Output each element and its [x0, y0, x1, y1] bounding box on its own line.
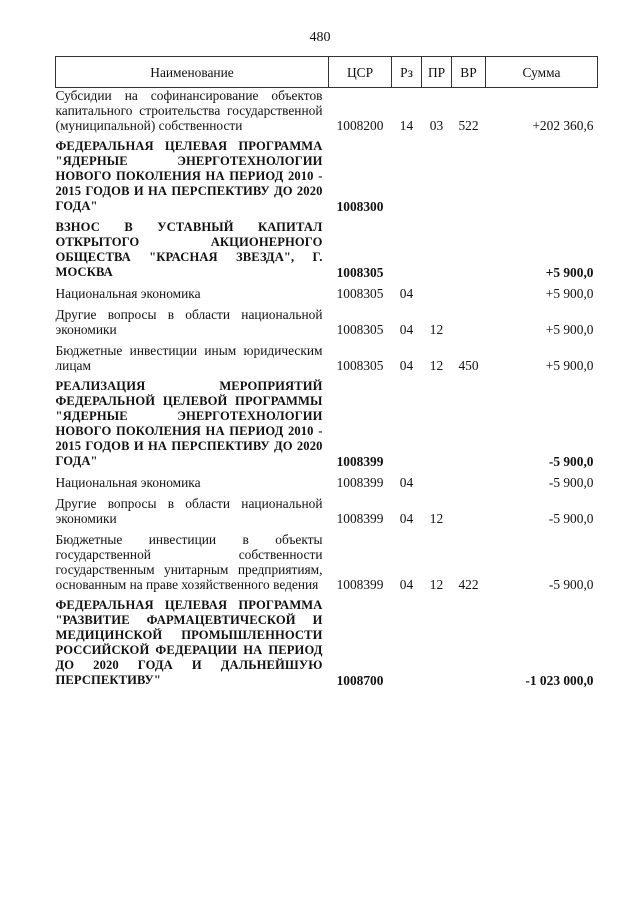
- row-csr: 1008305: [336, 358, 384, 373]
- row-csr: 1008305: [336, 322, 384, 337]
- row-csr: 1008305: [336, 265, 384, 280]
- row-csr: 1008399: [336, 475, 384, 490]
- row-sum: -5 900,0: [548, 511, 594, 526]
- row-pr: 03: [429, 118, 444, 133]
- header-vr: ВР: [452, 57, 486, 88]
- row-name: ФЕДЕРАЛЬНАЯ ЦЕЛЕВАЯ ПРОГРАММА "ЯДЕРНЫЕ ЭНЕРГОТЕХНОЛОГИИ НОВОГО ПОКОЛЕНИЯ НА ПЕРИОД 2010 - 2015 ГОДОВ И НА ПЕРСПЕКТИВУ ДО 2020 ГОДА": [55, 139, 323, 213]
- row-sum: +5 900,0: [545, 322, 594, 337]
- row-csr: 1008399: [336, 454, 384, 469]
- row-rz: 04: [399, 577, 414, 592]
- row-name: Субсидии на софинансирование объектов капитального строительства государственной (муниципальной) собственности: [55, 88, 323, 133]
- header-rz: Рз: [392, 57, 422, 88]
- row-vr: 450: [458, 358, 479, 373]
- row-pr: 12: [429, 511, 444, 526]
- row-vr: [452, 133, 486, 214]
- row-name: РЕАЛИЗАЦИЯ МЕРОПРИЯТИЙ ФЕДЕРАЛЬНОЙ ЦЕЛЕВОЙ ПРОГРАММЫ "ЯДЕРНЫЕ ЭНЕРГОТЕХНОЛОГИИ НОВОГО ПОКОЛЕНИЯ НА ПЕРИОД 2010 - 2015 ГОДОВ И НА ПЕРСПЕКТИВУ ДО 2020 ГОДА": [55, 379, 323, 468]
- row-name: Бюджетные инвестиции иным юридическим лицам: [55, 343, 323, 373]
- table-row: [56, 280, 598, 301]
- budget-table: [55, 56, 598, 688]
- row-vr: [452, 592, 486, 688]
- row-name: Бюджетные инвестиции в объекты государственной собственности государственным унитарным предприятиям, основанным на праве хозяйственного ведения: [55, 532, 323, 592]
- row-sum: -5 900,0: [548, 475, 594, 490]
- row-sum: -5 900,0: [548, 577, 594, 592]
- row-pr: [422, 373, 452, 469]
- row-pr: [422, 214, 452, 280]
- row-pr: 12: [429, 577, 444, 592]
- row-pr: 12: [429, 322, 444, 337]
- table-row: [56, 490, 598, 526]
- row-name: Национальная экономика: [55, 286, 201, 301]
- table-row: [56, 88, 598, 134]
- table-row: [56, 469, 598, 490]
- table-row: [56, 373, 598, 469]
- row-pr: [422, 280, 452, 301]
- row-rz: 04: [399, 511, 414, 526]
- row-name: ФЕДЕРАЛЬНАЯ ЦЕЛЕВАЯ ПРОГРАММА "РАЗВИТИЕ ФАРМАЦЕВТИЧЕСКОЙ И МЕДИЦИНСКОЙ ПРОМЫШЛЕННОСТИ РОССИЙСКОЙ ФЕДЕРАЦИИ НА ПЕРИОД ДО 2020 ГОДА И ДАЛЬНЕЙШУЮ ПЕРСПЕКТИВУ": [55, 598, 323, 687]
- row-csr: 1008399: [336, 511, 384, 526]
- row-rz: [392, 592, 422, 688]
- row-pr: 12: [429, 358, 444, 373]
- row-rz: 04: [399, 322, 414, 337]
- row-sum: +5 900,0: [545, 265, 594, 280]
- row-name: Другие вопросы в области национальной экономики: [55, 307, 323, 337]
- row-csr: 1008305: [336, 286, 384, 301]
- row-name: Национальная экономика: [55, 475, 201, 490]
- row-sum: +5 900,0: [545, 286, 594, 301]
- row-vr: [452, 373, 486, 469]
- row-rz: 04: [399, 475, 414, 490]
- row-vr: 422: [458, 577, 479, 592]
- table-row: [56, 301, 598, 337]
- row-pr: [422, 592, 452, 688]
- row-vr: [452, 214, 486, 280]
- row-vr: 522: [458, 118, 479, 133]
- row-name: ВЗНОС В УСТАВНЫЙ КАПИТАЛ ОТКРЫТОГО АКЦИОНЕРНОГО ОБЩЕСТВА "КРАСНАЯ ЗВЕЗДА", Г. МОСКВА: [55, 220, 323, 279]
- row-rz: [392, 133, 422, 214]
- row-pr: [422, 469, 452, 490]
- header-name: Наименование: [56, 57, 329, 88]
- row-csr: 1008399: [336, 577, 384, 592]
- header-pr: ПР: [422, 57, 452, 88]
- header-row: [56, 57, 598, 88]
- header-sum: Сумма: [486, 57, 598, 88]
- row-sum: [486, 133, 598, 214]
- page-number: 480: [309, 30, 331, 45]
- row-sum: +5 900,0: [545, 358, 594, 373]
- row-csr: 1008300: [336, 199, 384, 214]
- row-rz: [392, 373, 422, 469]
- table-row: [56, 592, 598, 688]
- row-rz: 04: [399, 358, 414, 373]
- row-vr: [452, 469, 486, 490]
- table-row: [56, 337, 598, 373]
- header-csr: ЦСР: [329, 57, 392, 88]
- table-row: [56, 133, 598, 214]
- row-vr: [452, 301, 486, 337]
- row-sum: -1 023 000,0: [525, 673, 594, 688]
- row-vr: [452, 280, 486, 301]
- row-vr: [452, 490, 486, 526]
- row-sum: +202 360,6: [532, 118, 594, 133]
- row-csr: 1008700: [336, 673, 384, 688]
- row-rz: 04: [399, 286, 414, 301]
- table-row: [56, 214, 598, 280]
- row-sum: -5 900,0: [548, 454, 594, 469]
- table-row: [56, 526, 598, 592]
- row-rz: [392, 214, 422, 280]
- row-name: Другие вопросы в области национальной экономики: [55, 496, 323, 526]
- row-pr: [422, 133, 452, 214]
- row-csr: 1008200: [336, 118, 384, 133]
- row-rz: 14: [399, 118, 414, 133]
